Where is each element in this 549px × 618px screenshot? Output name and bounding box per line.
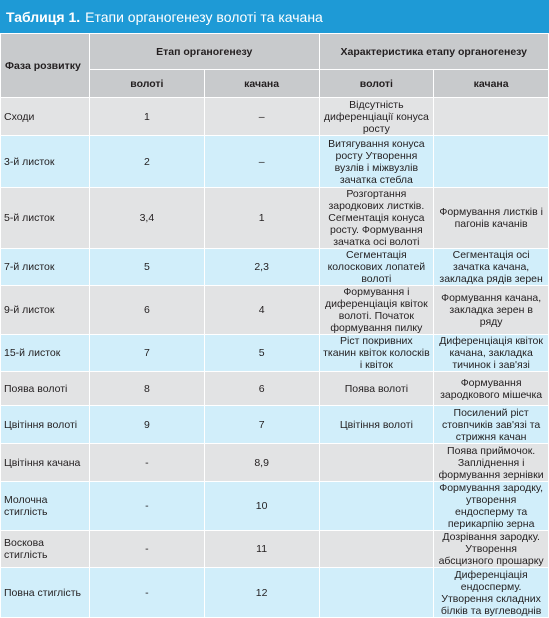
- header-phase: Фаза розвитку: [1, 34, 90, 98]
- table-row: [1, 286, 549, 335]
- tassel-stage-cell: 5: [90, 249, 205, 286]
- tassel-stage-cell: 8: [90, 372, 205, 406]
- table-row: [1, 372, 549, 406]
- cob-desc-cell: Дозрівання зародку. Утворення абсцизного прошарку: [434, 531, 549, 568]
- header-characteristic: Характеристика етапу органогенезу: [319, 34, 549, 70]
- tassel-stage-cell: 1: [90, 98, 205, 136]
- phase-cell: 15-й листок: [1, 335, 90, 372]
- table-body: [1, 98, 549, 618]
- phase-cell: Поява волоті: [1, 372, 90, 406]
- cob-stage-cell: 4: [204, 286, 319, 335]
- cob-stage-cell: 12: [204, 568, 319, 618]
- table-title: [0, 0, 549, 33]
- tassel-stage-cell: 9: [90, 406, 205, 444]
- cob-stage-cell: 10: [204, 482, 319, 531]
- tassel-desc-cell: Відсутність диференціації конуса росту: [319, 98, 434, 136]
- header-tassel-char: волоті: [319, 70, 434, 98]
- phase-cell: Цвітіння качана: [1, 444, 90, 482]
- phase-cell: 5-й листок: [1, 188, 90, 249]
- table-row: [1, 531, 549, 568]
- cob-desc-cell: Формування зародкового мішечка: [434, 372, 549, 406]
- phase-cell: 3-й листок: [1, 136, 90, 188]
- tassel-stage-cell: 6: [90, 286, 205, 335]
- header-stage: Етап органогенезу: [90, 34, 320, 70]
- tassel-stage-cell: 7: [90, 335, 205, 372]
- cob-desc-cell: [434, 136, 549, 188]
- header-cob-stage: качана: [204, 70, 319, 98]
- phase-cell: 7-й листок: [1, 249, 90, 286]
- cob-desc-cell: Посилений ріст стовпчиків зав'язі та стрижня качан: [434, 406, 549, 444]
- table-row: [1, 482, 549, 531]
- cob-desc-cell: Формування листків і пагонів качанів: [434, 188, 549, 249]
- tassel-desc-cell: Ріст покривних тканин квіток колосків і квіток: [319, 335, 434, 372]
- table-row: [1, 136, 549, 188]
- cob-stage-cell: –: [204, 98, 319, 136]
- tassel-desc-cell: [319, 482, 434, 531]
- cob-desc-cell: Диференціація ендосперму. Утворення складних білків та вуглеводнів: [434, 568, 549, 618]
- table-caption: Етапи органогенезу волоті та качана: [85, 8, 323, 25]
- tassel-desc-cell: Формування і диференціація квіток волоті. Початок формування пилку: [319, 286, 434, 335]
- table-row: [1, 406, 549, 444]
- table-row: [1, 568, 549, 618]
- cob-desc-cell: Сегментація осі зачатка качана, закладка рядів зерен: [434, 249, 549, 286]
- cob-stage-cell: 7: [204, 406, 319, 444]
- cob-stage-cell: 1: [204, 188, 319, 249]
- table-row: [1, 188, 549, 249]
- cob-desc-cell: Формування зародку, утворення ендосперму та перикарпію зерна: [434, 482, 549, 531]
- tassel-stage-cell: 3,4: [90, 188, 205, 249]
- tassel-stage-cell: -: [90, 482, 205, 531]
- phase-cell: Воскова стиглість: [1, 531, 90, 568]
- tassel-desc-cell: [319, 531, 434, 568]
- tassel-desc-cell: Розгортання зародкових листків. Сегментація конуса росту. Формування зачатка осі волоті: [319, 188, 434, 249]
- tassel-desc-cell: [319, 568, 434, 618]
- header-tassel-stage: волоті: [90, 70, 205, 98]
- table-row: [1, 249, 549, 286]
- cob-desc-cell: Поява приймочок. Запліднення і формування зернівки: [434, 444, 549, 482]
- tassel-stage-cell: -: [90, 531, 205, 568]
- organogenesis-table: [0, 33, 549, 618]
- cob-stage-cell: 8,9: [204, 444, 319, 482]
- phase-cell: 9-й листок: [1, 286, 90, 335]
- tassel-desc-cell: Цвітіння волоті: [319, 406, 434, 444]
- tassel-desc-cell: Сегментація колоскових лопатей волоті: [319, 249, 434, 286]
- cob-desc-cell: Формування качана, закладка зерен в ряду: [434, 286, 549, 335]
- phase-cell: Сходи: [1, 98, 90, 136]
- tassel-stage-cell: -: [90, 444, 205, 482]
- tassel-desc-cell: Поява волоті: [319, 372, 434, 406]
- tassel-stage-cell: 2: [90, 136, 205, 188]
- phase-cell: Молочна стиглість: [1, 482, 90, 531]
- cob-desc-cell: Диференціація квіток качана, закладка тичинок і зав'язі: [434, 335, 549, 372]
- tassel-desc-cell: Витягування конуса росту Утворення вузлів і міжвузлів зачатка стебла: [319, 136, 434, 188]
- tassel-desc-cell: [319, 444, 434, 482]
- table-row: [1, 444, 549, 482]
- phase-cell: Повна стиглість: [1, 568, 90, 618]
- cob-desc-cell: [434, 98, 549, 136]
- cob-stage-cell: 2,3: [204, 249, 319, 286]
- cob-stage-cell: –: [204, 136, 319, 188]
- tassel-stage-cell: -: [90, 568, 205, 618]
- cob-stage-cell: 6: [204, 372, 319, 406]
- table-row: [1, 98, 549, 136]
- cob-stage-cell: 5: [204, 335, 319, 372]
- table-row: [1, 335, 549, 372]
- cob-stage-cell: 11: [204, 531, 319, 568]
- table-number: Таблиця 1.: [6, 8, 81, 25]
- header-cob-char: качана: [434, 70, 549, 98]
- phase-cell: Цвітіння волоті: [1, 406, 90, 444]
